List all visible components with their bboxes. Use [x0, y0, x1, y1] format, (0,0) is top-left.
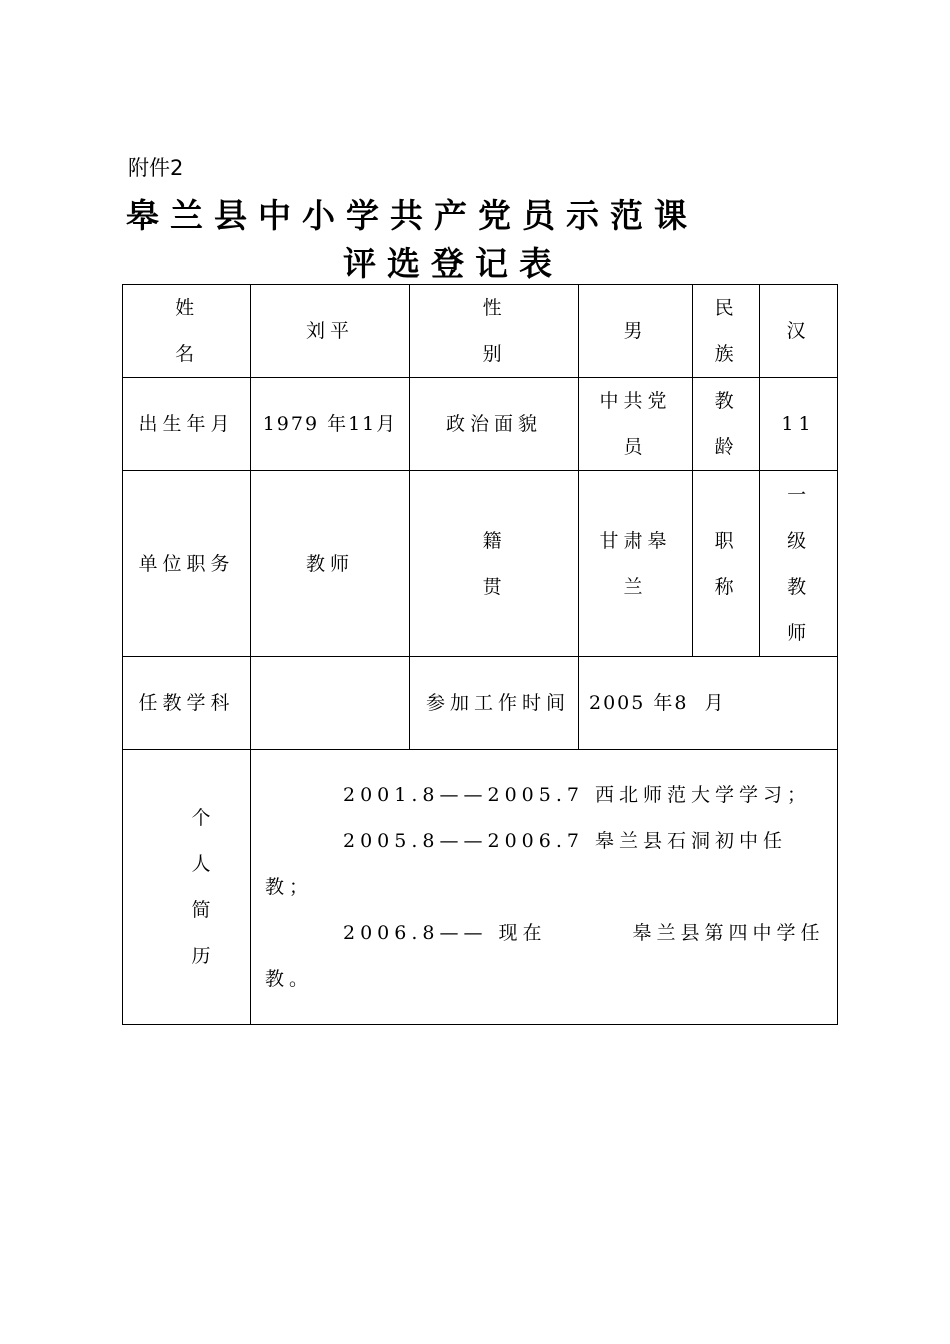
work-start-value-cell[interactable] [579, 657, 838, 750]
teaching-years-label: 教龄 [714, 390, 739, 458]
ethnicity-label: 民族 [714, 297, 739, 365]
resume-line3-end: 皋兰县第四中学任教。 [265, 922, 825, 990]
table-row [123, 657, 838, 750]
political-value: 中共党员 [599, 390, 672, 458]
table-row [123, 378, 838, 471]
origin-label: 籍贯 [482, 529, 507, 598]
form-title-line1: 皋兰县中小学共产党员示范课 [126, 196, 698, 235]
position-value-cell[interactable] [251, 471, 410, 657]
ethnicity-value: 汉 [786, 320, 811, 342]
political-label: 政治面貌 [445, 413, 542, 435]
teaching-years-label-cell [693, 378, 760, 471]
title-value-cell[interactable] [760, 471, 838, 657]
gender-label-cell [410, 285, 579, 378]
attachment-label: 附件2 [128, 156, 184, 180]
resume-line3-start: 2006.8—— 现在 [343, 922, 547, 944]
table-row [123, 750, 838, 1025]
resume-label-cell [123, 750, 251, 1025]
political-value-cell[interactable] [579, 378, 693, 471]
work-start-label: 参加工作时间 [426, 692, 571, 714]
political-label-cell [410, 378, 579, 471]
position-value: 教师 [305, 552, 354, 575]
form-title-line2: 评选登记表 [343, 244, 563, 283]
ethnicity-value-cell[interactable] [760, 285, 838, 378]
origin-value-cell[interactable] [579, 471, 693, 657]
table-row [123, 471, 838, 657]
origin-label-cell [410, 471, 579, 657]
position-label-cell [123, 471, 251, 657]
gender-value-cell[interactable] [579, 285, 693, 378]
name-value: 刘平 [305, 320, 354, 342]
resume-line: 2001.8——2005.7 西北师范大学学习； [343, 784, 812, 806]
title-label: 职称 [714, 529, 739, 598]
name-label: 姓名 [175, 297, 200, 365]
teaching-years-value: 11 [781, 413, 816, 435]
registration-table [122, 284, 838, 1025]
gender-label: 性别 [482, 297, 507, 365]
resume-label: 个人简历 [191, 807, 216, 967]
birth-label-cell [123, 378, 251, 471]
name-value-cell[interactable] [251, 285, 410, 378]
position-label: 单位职务 [138, 552, 235, 575]
work-start-value: 2005 年8 月 [589, 692, 726, 714]
birth-value-cell[interactable] [251, 378, 410, 471]
birth-label: 出生年月 [138, 413, 235, 435]
resume-content-cell[interactable] [251, 750, 838, 1025]
birth-value: 1979 年11月 [262, 413, 398, 435]
work-start-label-cell [410, 657, 579, 750]
table-row [123, 285, 838, 378]
resume-line: 2005.8——2006.7 皋兰县石洞初中任教； [265, 830, 788, 898]
origin-value: 甘肃皋兰 [599, 529, 672, 598]
name-label-cell [123, 285, 251, 378]
subject-label: 任教学科 [138, 692, 235, 714]
gender-value: 男 [623, 320, 648, 342]
resume-line [265, 910, 827, 1002]
subject-value-cell[interactable] [251, 657, 410, 750]
teaching-years-value-cell[interactable] [760, 378, 838, 471]
title-value: 一级教师 [787, 483, 812, 644]
ethnicity-label-cell [693, 285, 760, 378]
title-label-cell [693, 471, 760, 657]
subject-label-cell [123, 657, 251, 750]
